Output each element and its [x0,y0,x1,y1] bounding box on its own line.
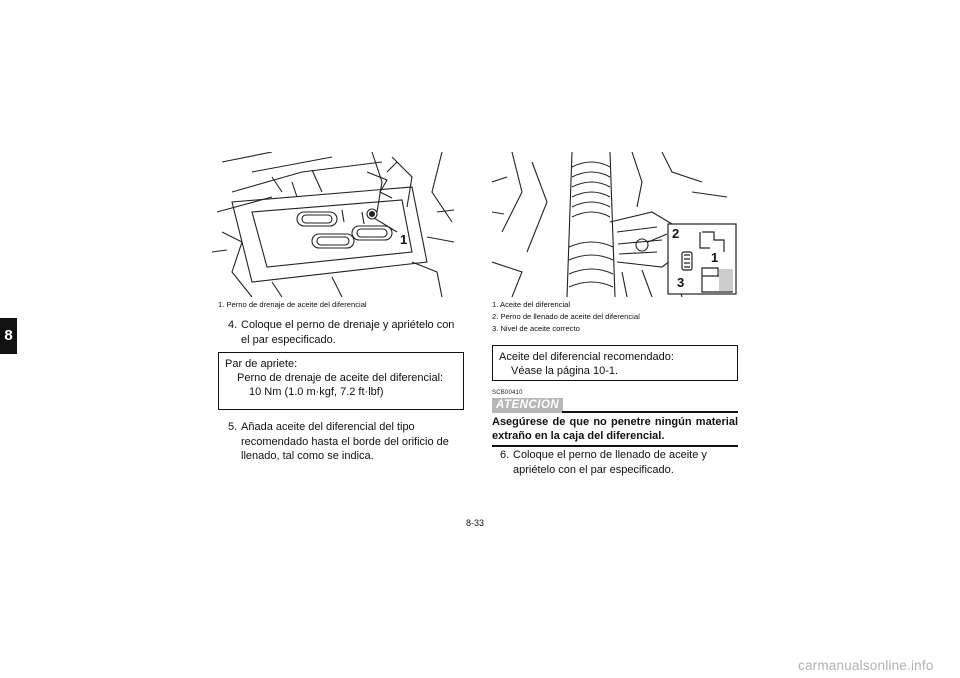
watermark: carmanualsonline.info [798,658,934,673]
callout-1: 1 [711,250,719,265]
notice-label: ATENCIÓN [492,398,563,413]
drain-bolt-illustration [212,152,454,297]
step-4-number: 4. [228,319,238,331]
fill-bolt-figure [492,152,738,297]
right-figure-caption-3: 3. Nivel de aceite correcto [492,324,580,333]
step-6 [500,448,738,478]
torque-spec-title: Par de apriete: [225,358,298,370]
step-4-text: Coloque el perno de drenaje y apriételo con el par especificado. [241,319,455,346]
notice-bottom-rule [492,445,738,447]
notice-top-rule [562,411,738,413]
page-number: 8-33 [466,518,485,528]
chapter-tab: 8 [0,318,17,354]
left-figure-caption: 1. Perno de drenaje de aceite del diferencial [218,300,367,309]
callout-2: 2 [672,226,680,241]
drain-bolt-figure [212,152,454,297]
torque-spec-item: Perno de drenaje de aceite del diferencial: [237,372,444,384]
oil-recommendation-reference: Véase la página 10-1. [511,365,619,377]
step-6-text: Coloque el perno de llenado de aceite y apriételo con el par especificado. [513,449,707,476]
notice-code: SCB00410 [492,390,523,396]
callout-1: 1 [400,232,408,247]
step-5 [228,420,464,466]
right-figure-caption-2: 2. Perno de llenado de aceite del diferencial [492,312,640,321]
oil-recommendation-box [492,345,738,381]
oil-recommendation-title: Aceite del diferencial recomendado: [499,351,674,363]
torque-spec-value: 10 Nm (1.0 m·kgf, 7.2 ft·lbf) [249,386,384,398]
step-5-text: Añada aceite del diferencial del tipo recomendado hasta el borde del orificio de llenado, tal como se indica. [241,421,449,462]
step-4 [228,318,464,348]
fill-bolt-illustration [492,152,738,297]
notice-text: Asegúrese de que no penetre ningún material extraño en la caja del diferencial. [492,416,738,442]
step-5-number: 5. [228,421,238,433]
callout-3: 3 [677,275,685,290]
torque-spec-box [218,352,464,410]
step-6-number: 6. [500,449,510,461]
right-figure-caption-1: 1. Aceite del diferencial [492,300,571,309]
